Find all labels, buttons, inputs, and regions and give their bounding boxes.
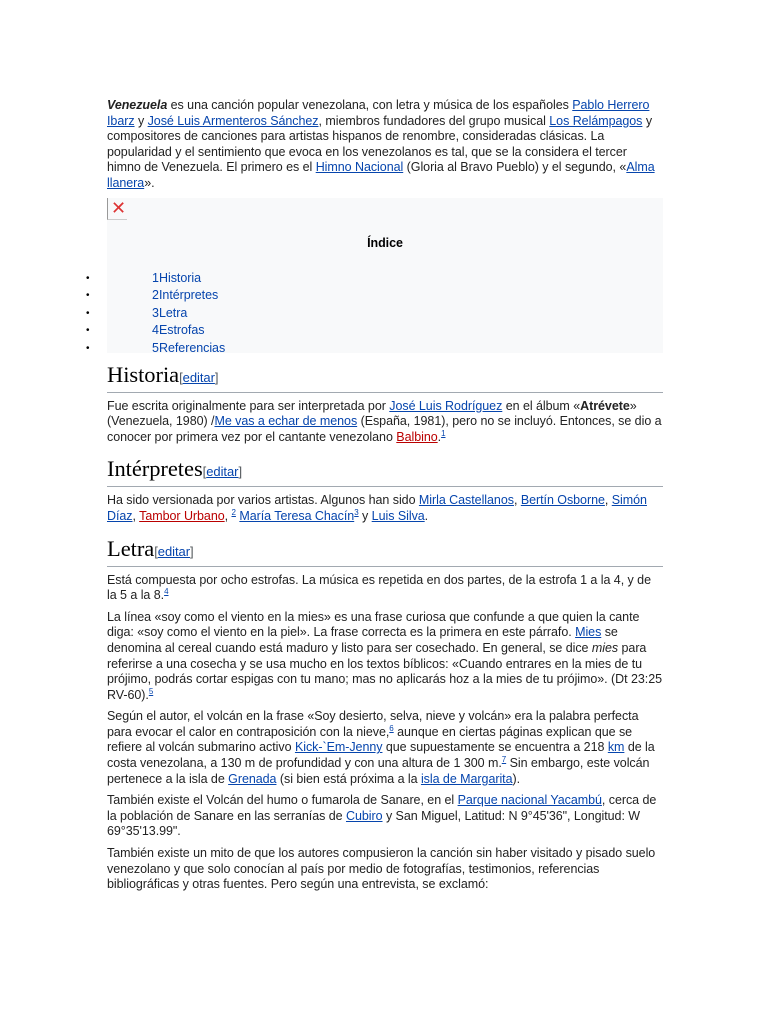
reference-1[interactable]: 1 [441,428,446,438]
reference-2[interactable]: 2 [231,507,236,517]
link-mies[interactable]: Mies [575,625,602,640]
letra-paragraph-5: También existe un mito de que los autores compusieron la canción sin haber visitado y pisado suelo venezolano y que solo conocían al país por medio de fotografías, testimonios, referencias bibliográficas y otras fuentes. Pero según una entrevista, se exclamó: [107,846,656,892]
link-isla-de-margarita[interactable]: isla de Margarita [420,771,513,786]
reference-6[interactable]: 6 [389,723,394,733]
link-kick-em-jenny[interactable]: Kick-`Em-Jenny [294,740,383,755]
reference-7[interactable]: 7 [501,754,507,764]
table-of-contents: ✕ Índice • 1 Historia • 2 Intérpretes • 3 Letra • 4 Estrofas • 5 Referencias [107,198,663,353]
bullet-icon: • [86,307,90,319]
link-jose-luis-armenteros[interactable]: José Luis Armenteros Sánchez [147,113,319,128]
link-pablo-herrero[interactable]: Pablo Herrero Ibarz [107,98,650,128]
historia-paragraph: Fue escrita originalmente para ser interpretada por José Luis Rodríguez en el álbum «Atrévete» (Venezuela, 1980) /Me vas a echar de menos (España, 1981), pero no se incluyó. Entonces, se dio a conocer por primera vez por el cantante venezolano Balbino.$^1$ [107,398,662,444]
link-bertin-osborne[interactable]: Bertín Osborne [520,493,605,508]
reference-3[interactable]: 3 [354,507,359,517]
edit-link[interactable]: editar [182,369,215,385]
edit-section-historia: [editar] [179,369,219,385]
link-himno-nacional[interactable]: Himno Nacional [315,160,404,175]
reference-4[interactable]: 4 [164,586,169,596]
reference-5[interactable]: 5 [148,686,154,696]
link-me-vas-a-echar-de-menos[interactable]: Me vas a echar de menos [214,414,358,429]
link-los-relampagos[interactable]: Los Relámpagos [549,113,643,128]
bullet-icon: • [86,342,90,354]
letra-paragraph-2: La línea «soy como el viento en la mies» es una frase curiosa que confunde a que quien la cante diga: «soy como el viento en la piel». La frase correcta es la primera en este párrafo. Mies se denomina al cereal cuando está maduro y listo para ser cosechado. En general, se dice mies para referirse a una cosecha y se usa mucho en los textos bíblicos: «Cuando entrares en la mies de tu prójimo, podrás cortar espigas con tu mano; mas no aplicarás hoz a la mies de tu prójimo». (Dt 23:25 RV-60).$^5$ [107,609,662,702]
link-km[interactable]: km [607,740,625,755]
edit-link[interactable]: editar [157,543,191,559]
letra-paragraph-3: Según el autor, el volcán en la frase «Soy desierto, selva, nieve y volcán» era la palabra perfecta para evocar el calor en contraposición con la nieve,$^6$ aunque en ciertas páginas explican que se refiere al volcán submarino activo Kick-`Em-Jenny que supuestamente se encuentra a 218 km de la costa venezolana, a 130 m de profundidad y con una altura de 1 300 m.$^7$ Sin embargo, este volcán pertenece a la isla de Grenada (si bien está próxima a la isla de Margarita). [107,709,655,786]
article-body [86,98,663,899]
toc-title: Índice [367,235,403,250]
link-grenada[interactable]: Grenada [228,771,277,786]
article-subject: Venezuela [107,98,168,112]
letra-paragraph-4: También existe el Volcán del humo o fumarola de Sanare, en el Parque nacional Yacambú, cerca de la población de Sanare en las serranías de Cubiro y San Miguel, Latitud: N 9°45'36", Longitud: W 69°35'13.99". [107,793,657,839]
link-alma-llanera[interactable]: Alma llanera [107,160,655,190]
letra-paragraph-1: Está compuesta por ocho estrofas. La música es repetida en dos partes, de la estrofa 1 a la 4, y de la 5 a la 8.$^4$ [107,572,651,603]
bullet-icon: • [86,290,90,302]
section-heading-historia: Historia[editar] [107,361,663,393]
bullet-icon: • [86,272,90,284]
link-mirla-castellanos[interactable]: Mirla Castellanos [418,493,514,508]
edit-section-letra: [editar] [154,543,194,559]
link-tambor-urbano[interactable]: Tambor Urbano [139,508,225,523]
link-luis-silva[interactable]: Luis Silva [371,508,425,523]
link-simon-diaz[interactable]: Simón Díaz [107,493,647,523]
album-name: Atrévete [580,398,630,413]
interpretes-paragraph: Ha sido versionada por varios artistas. Algunos han sido Mirla Castellanos, Bertín Osborne, Simón Díaz, Tambor Urbano, $^2$ María Teresa Chacín$^3$ y Luis Silva. [107,493,647,523]
link-jose-luis-rodriguez[interactable]: José Luis Rodríguez [389,398,503,413]
link-balbino[interactable]: Balbino [396,429,438,444]
link-parque-nacional-yacambu[interactable]: Parque nacional Yacambú [457,793,602,808]
edit-section-interpretes: [editar] [202,464,243,480]
broken-image-x-icon: ✕ [107,198,127,220]
section-heading-letra: Letra[editar] [107,535,663,567]
link-cubiro[interactable]: Cubiro [345,808,383,823]
section-heading-interpretes: Intérpretes[editar] [107,455,663,487]
bullet-icon: • [86,325,90,337]
edit-link[interactable]: editar [206,464,239,480]
intro-paragraph: Venezuela es una canción popular venezolana, con letra y música de los españoles Pablo Herrero Ibarz y José Luis Armenteros Sánchez, miembros fundadores del grupo musical Los Relámpagos y compositores de canciones para artistas hispanos de renombre, consideradas clásicas. La popularidad y el sentimiento que evoca en los venezolanos es tal, que se la considera el tercer himno de Venezuela. El primero es el Himno Nacional (Gloria al Bravo Pueblo) y el segundo, «Alma llanera». [107,98,655,190]
link-maria-teresa-chacin[interactable]: María Teresa Chacín [239,508,355,523]
